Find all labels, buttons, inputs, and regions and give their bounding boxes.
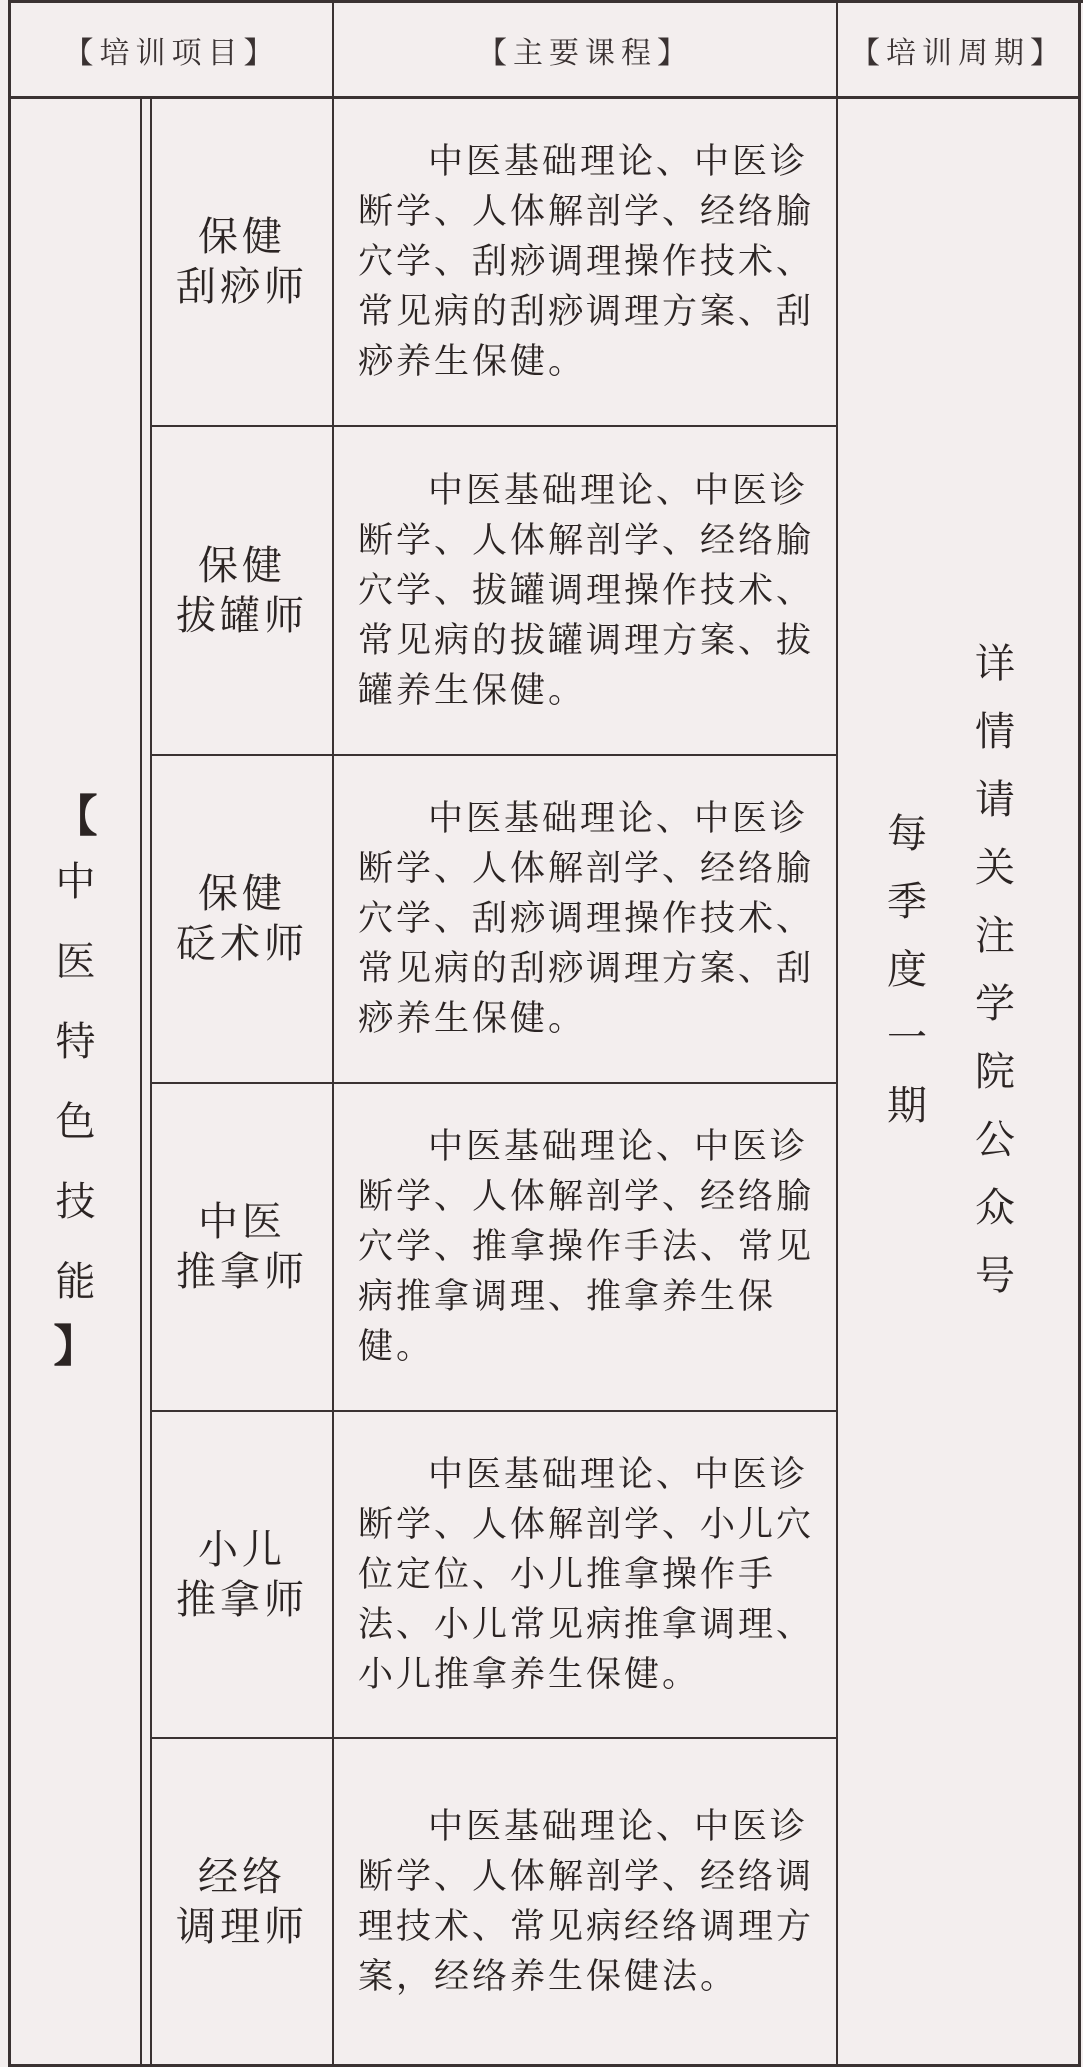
project-name-line1: 保健 (198, 542, 286, 589)
project-name-line1: 保健 (198, 214, 286, 260)
category-open-bracket: 【 (53, 790, 98, 842)
course-cell (334, 1084, 836, 1410)
course-cell (334, 1739, 836, 2064)
project-name-line2: 调理师 (176, 1903, 308, 1950)
course-description: 中医基础理论、中医诊断学、人体解剖学、经络腧穴学、拔罐调理操作技术、常见病的拔罐调理方案、拔罐养生保健。 (358, 470, 815, 711)
project-name-line1: 中医 (198, 1199, 286, 1245)
project-name-line2: 砭术师 (176, 921, 308, 967)
category-label (46, 792, 106, 1372)
divider-category-a (140, 98, 142, 2067)
course-cell (334, 756, 836, 1082)
project-name (152, 427, 332, 754)
header-project (11, 3, 332, 96)
project-name-line1: 经络 (198, 1853, 286, 1900)
course-description: 中医基础理论、中医诊断学、人体解剖学、经络调理技术、常见病经络调理方案，经络养生保健法。 (358, 1806, 815, 1997)
header-course-label: 【主要课程】 (477, 35, 693, 71)
cycle-period: 每季度一期 (887, 811, 927, 1129)
course-cell (334, 99, 836, 425)
category-close-bracket: 】 (53, 1320, 98, 1372)
project-name-line2: 刮痧师 (176, 264, 308, 310)
course-description: 中医基础理论、中医诊断学、人体解剖学、小儿穴位定位、小儿推拿操作手法、小儿常见病推拿调理、小儿推拿养生保健。 (358, 1454, 815, 1695)
cycle-note: 详情请关注学院公众号 (975, 641, 1015, 1299)
project-name-line2: 推拿师 (176, 1249, 308, 1295)
course-description: 中医基础理论、中医诊断学、人体解剖学、经络腧穴学、推拿操作手法、常见病推拿调理、推拿养生保健。 (358, 1127, 815, 1367)
header-course (334, 3, 836, 96)
border-right (1078, 0, 1081, 2067)
project-name-line2: 拔罐师 (176, 592, 308, 639)
course-cell (334, 1412, 836, 1737)
project-name-line1: 小儿 (198, 1526, 286, 1573)
project-name (152, 99, 332, 425)
divider-col-cycle (836, 0, 838, 2067)
project-name (152, 1084, 332, 1410)
project-name (152, 756, 332, 1082)
project-name (152, 1412, 332, 1737)
header-project-label: 【培训项目】 (63, 35, 280, 71)
category-text: 中医特色技能 (55, 858, 96, 1305)
course-description: 中医基础理论、中医诊断学、人体解剖学、经络腧穴学、刮痧调理操作技术、常见病的刮痧调理方案、刮痧养生保健。 (358, 799, 815, 1039)
course-cell (334, 427, 836, 754)
course-description: 中医基础理论、中医诊断学、人体解剖学、经络腧穴学、刮痧调理操作技术、常见病的刮痧调理方案、刮痧养生保健。 (358, 142, 815, 382)
category-cell (11, 99, 140, 2064)
project-name (152, 1739, 332, 2064)
project-name-line1: 保健 (198, 871, 286, 917)
header-cycle-label: 【培训周期】 (850, 35, 1066, 71)
project-name-line2: 推拿师 (176, 1576, 308, 1623)
header-cycle (838, 3, 1078, 96)
